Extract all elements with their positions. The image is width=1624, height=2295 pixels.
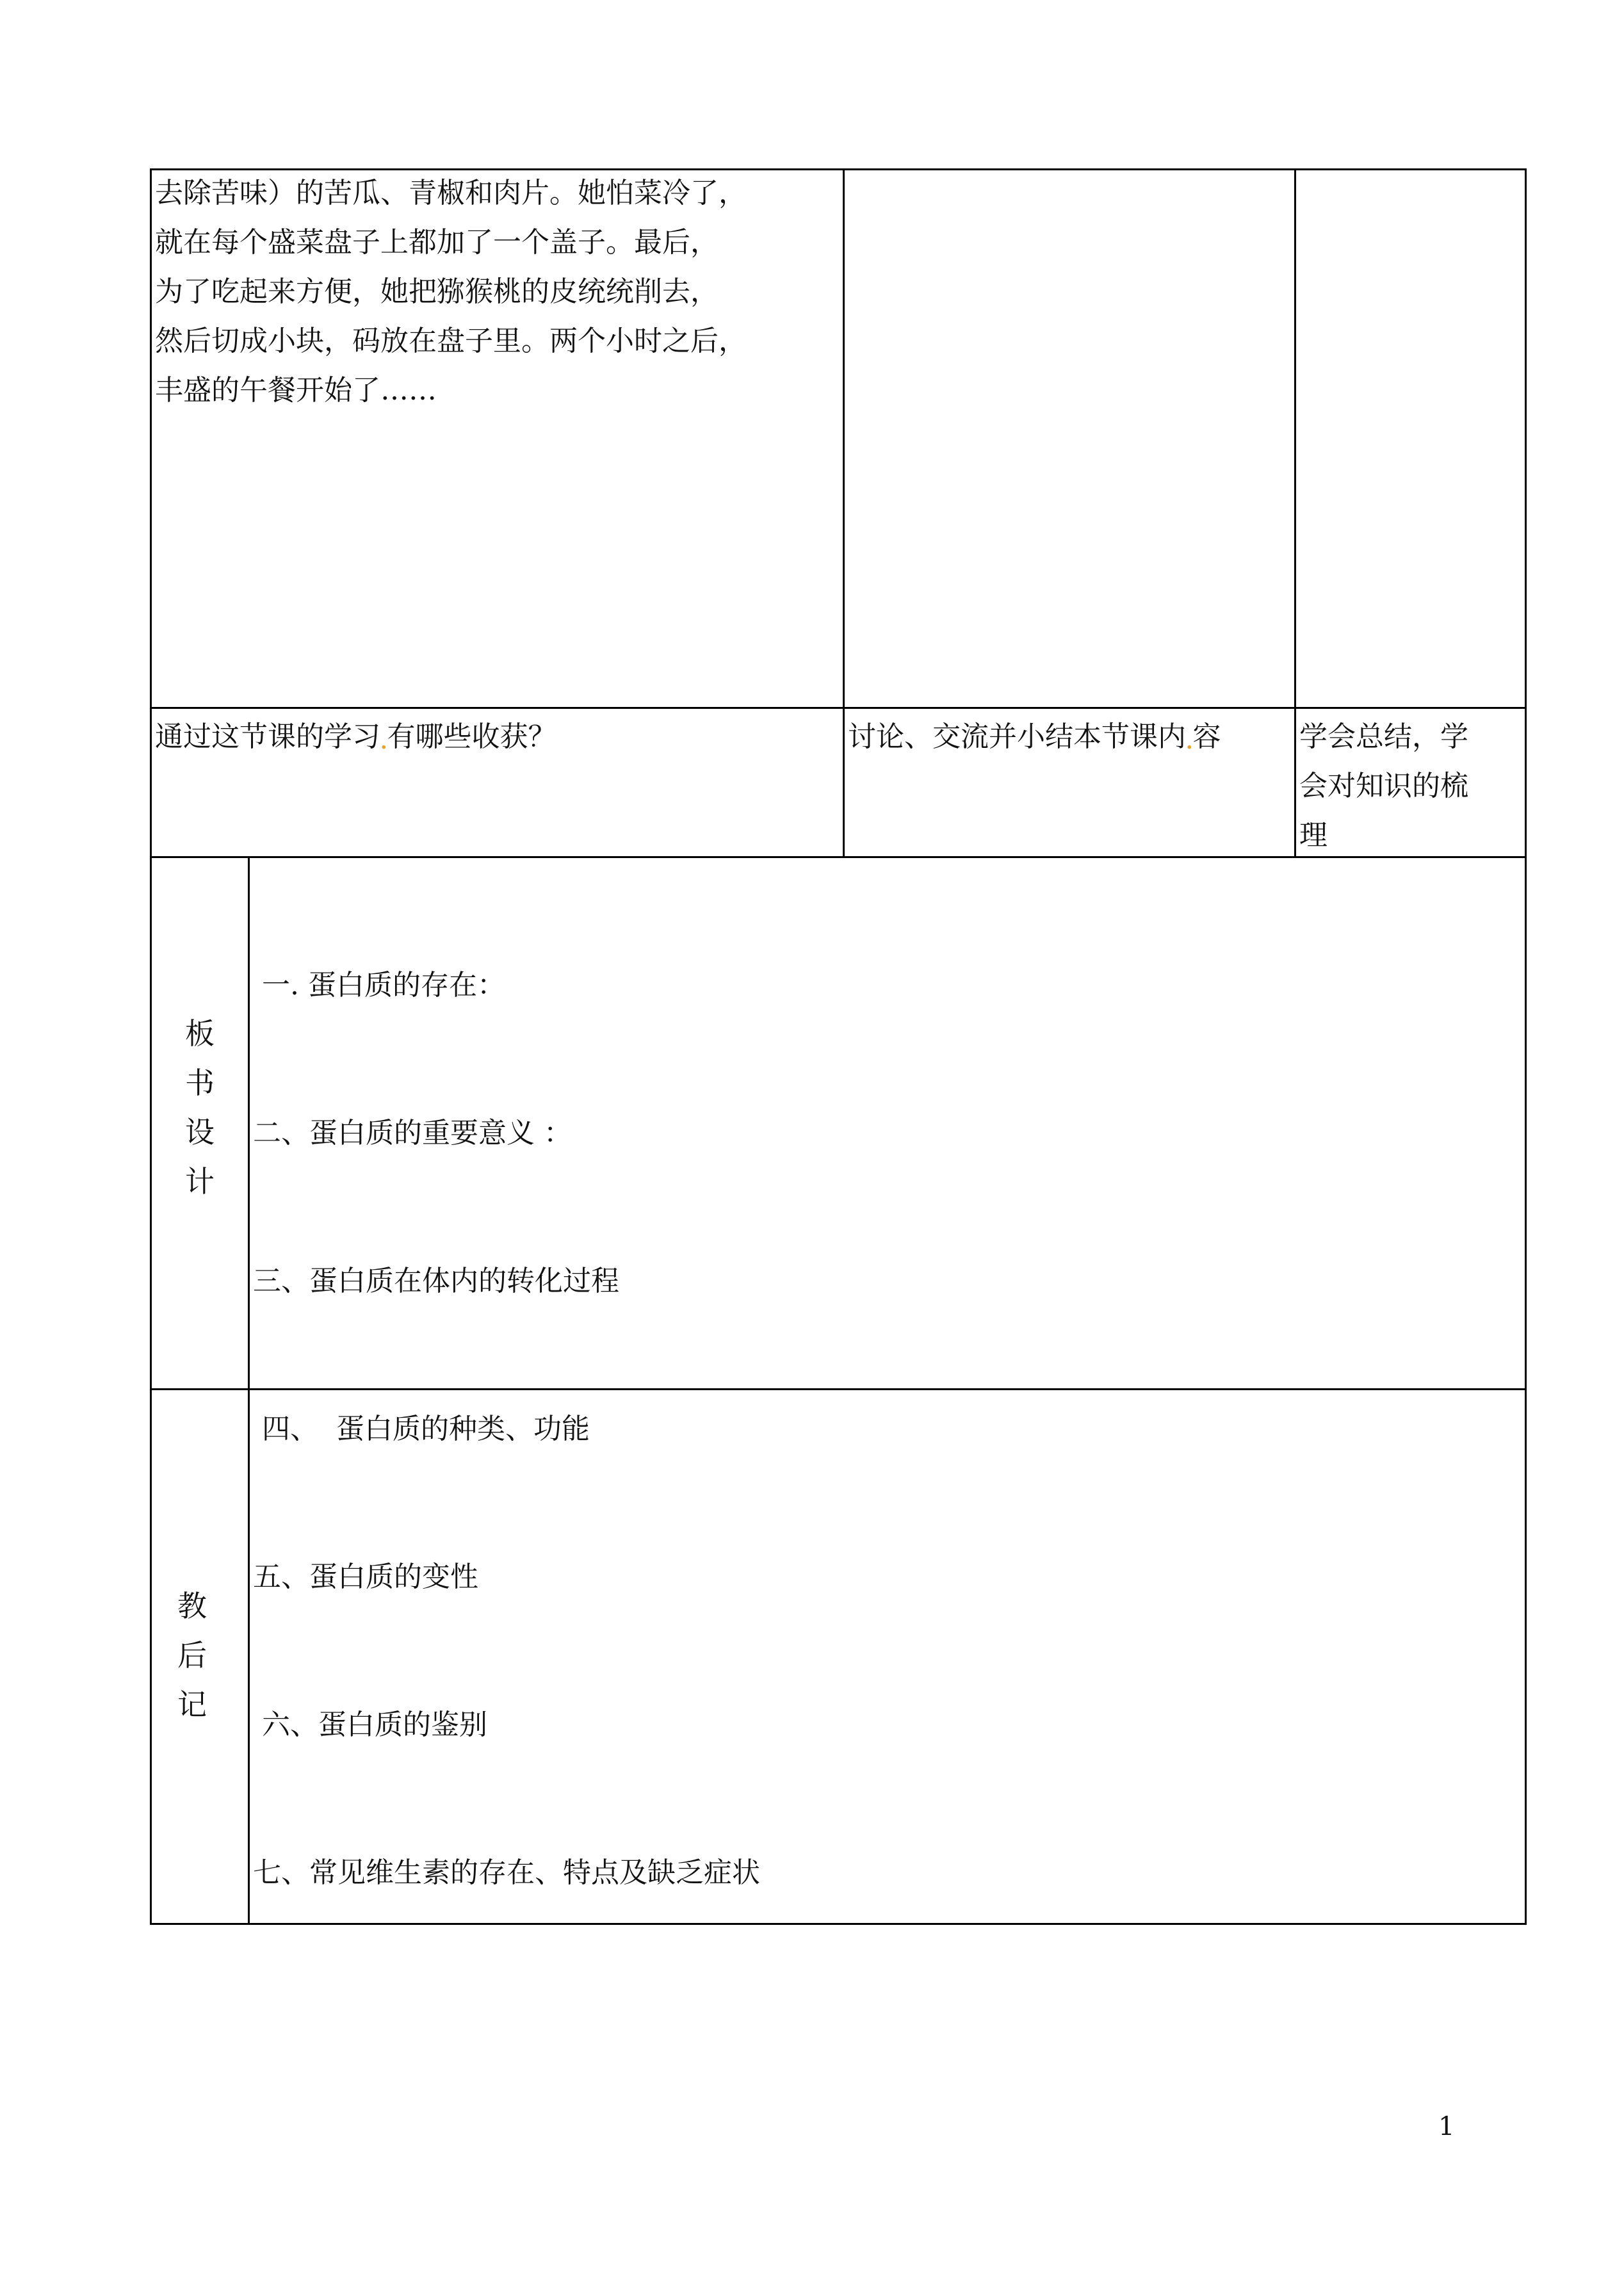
board-design-item: 一. 蛋白质的存在： [253, 969, 505, 1002]
board-design-label-char: 设 [185, 1115, 215, 1149]
row1-line: 然后切成小块，码放在盘子里。两个小时之后， [155, 325, 747, 357]
reflection-content-area [250, 1390, 1525, 1923]
summary-question [155, 712, 556, 767]
board-design-item: 七、常见维生素的存在、特点及缺乏症状 [253, 1856, 760, 1889]
summary-goal-line: 理 [1299, 819, 1328, 852]
summary-activity [848, 712, 1221, 767]
summary-activity-part1: 讨论、交流并小结本节课内 [848, 720, 1186, 753]
reflection-label-char: 教 [177, 1589, 207, 1623]
summary-goal-line: 会对知识的梳 [1299, 770, 1468, 802]
column-divider-2 [1294, 168, 1296, 858]
row1-bottom-line [150, 707, 1527, 709]
summary-question-part1: 通过这节课的学习 [155, 720, 380, 753]
board-design-item: 四、 蛋白质的种类、功能 [253, 1413, 590, 1445]
board-design-label [152, 1009, 248, 1206]
summary-question-line [155, 712, 556, 767]
column-divider-1 [843, 168, 845, 858]
row1-line: 丰盛的午餐开始了…… [155, 374, 437, 407]
summary-goal [1299, 712, 1468, 860]
summary-goal-line: 学会总结，学 [1299, 720, 1468, 753]
board-design-item: 二、蛋白质的重要意义 ： [253, 1117, 572, 1149]
row1-line: 去除苦味）的苦瓜、青椒和肉片。她怕菜冷了， [155, 177, 747, 209]
board-design-item: 五、蛋白质的变性 [253, 1561, 478, 1593]
row1-content [155, 168, 747, 415]
summary-question-part2: 有哪些收获？ [387, 720, 556, 753]
marker-dot: . [1186, 731, 1193, 754]
board-design-item: 三、蛋白质在体内的转化过程 [253, 1265, 619, 1297]
reflection-label [144, 1582, 240, 1730]
marker-dot: . [380, 731, 387, 754]
row1-line: 就在每个盛菜盘子上都加了一个盖子。最后， [155, 226, 719, 259]
summary-activity-part2: 容 [1192, 720, 1221, 753]
reflection-label-char: 记 [177, 1687, 207, 1722]
table-border-right [1525, 168, 1527, 1925]
board-design-label-char: 计 [185, 1164, 215, 1199]
board-design-label-char: 书 [185, 1066, 215, 1100]
board-design-label-char: 板 [185, 1016, 215, 1051]
summary-activity-line [848, 712, 1221, 767]
row1-line: 为了吃起来方便，她把猕猴桃的皮统统削去， [155, 275, 719, 308]
page-number: 1 [1438, 2112, 1455, 2141]
reflection-label-char: 后 [177, 1638, 207, 1673]
board-design-item: 六、蛋白质的鉴别 [253, 1708, 487, 1741]
